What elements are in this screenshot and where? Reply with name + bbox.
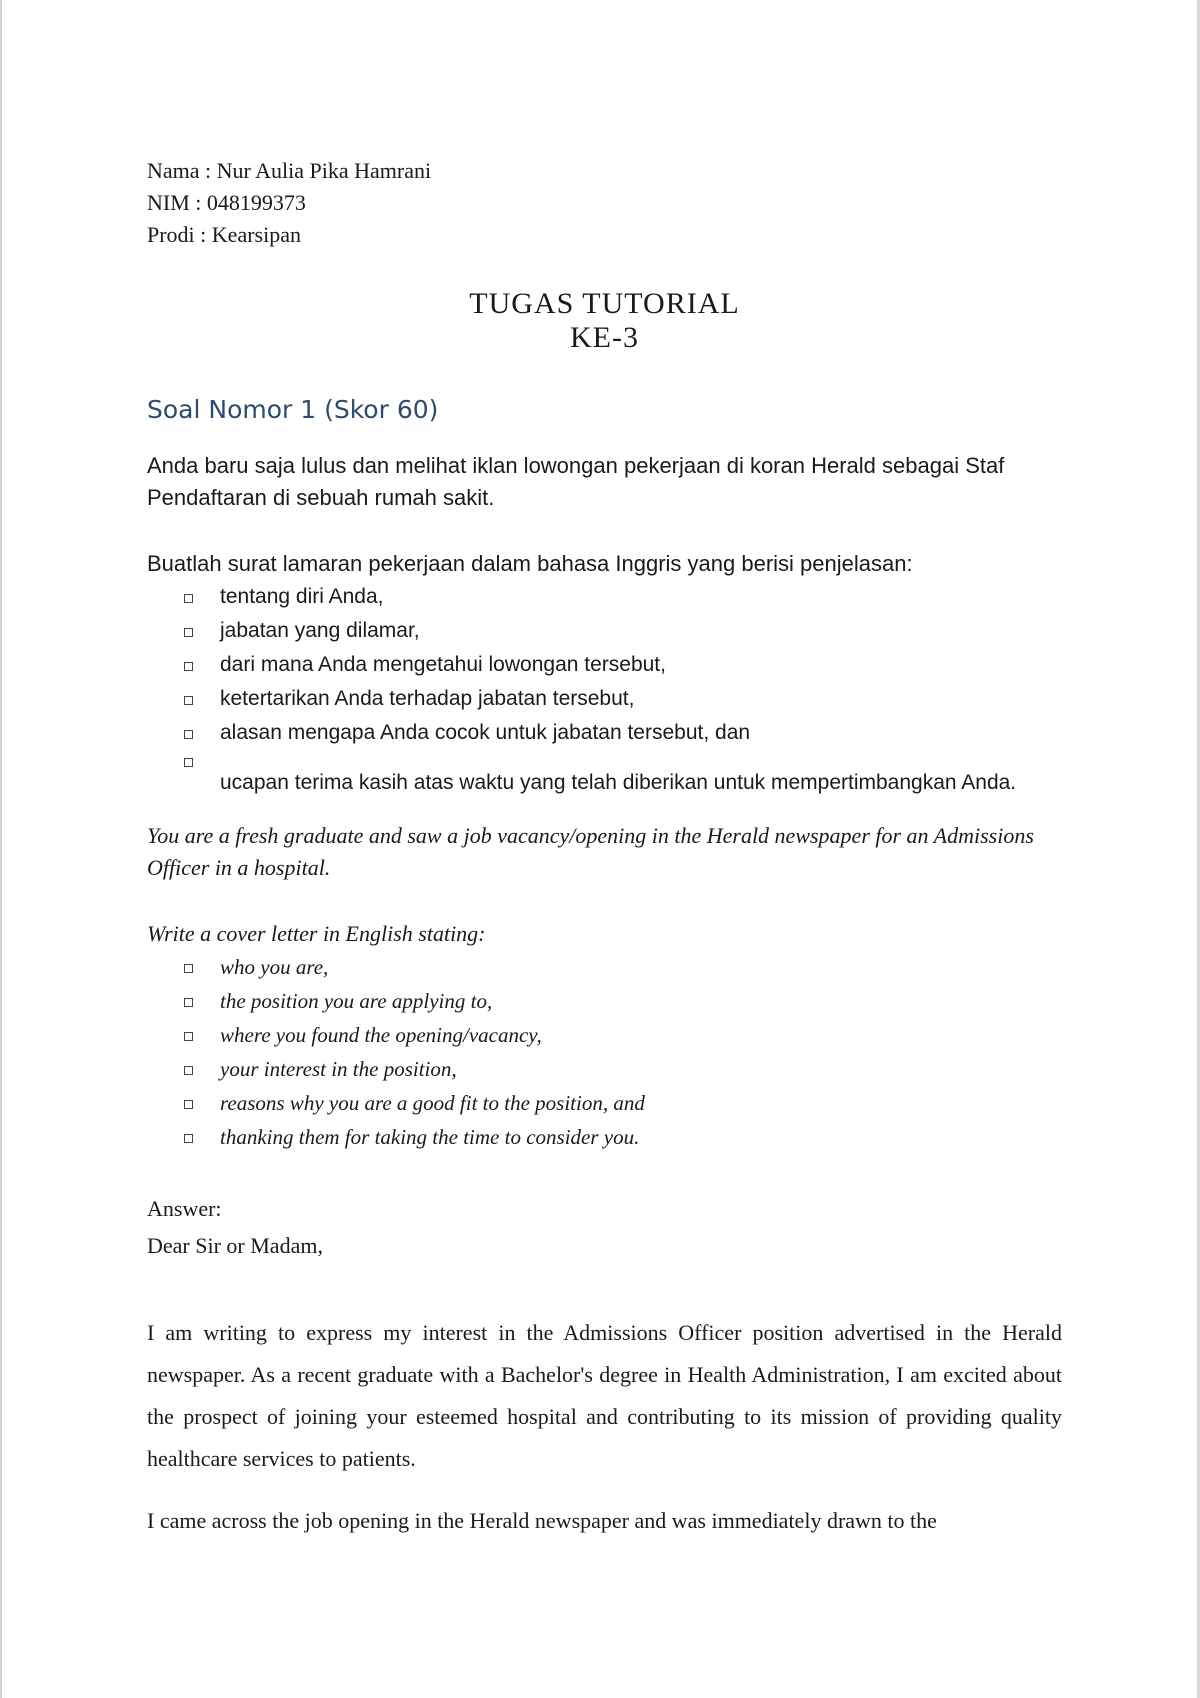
question-id-intro: Anda baru saja lulus dan melihat iklan lowongan pekerjaan di koran Herald sebagai Staf Pendaftaran di sebuah rumah sakit.: [147, 453, 1005, 510]
list-item: ucapan terima kasih atas waktu yang telah diberikan untuk mempertimbangkan Anda.: [147, 750, 1062, 800]
question-id-instruction: Buatlah surat lamaran pekerjaan dalam bahasa Inggris yang berisi penjelasan:: [147, 551, 913, 576]
letter-paragraph-1: I am writing to express my interest in the Admissions Officer position advertised in the Herald newspaper. As a recent graduate with a Bachelor's degree in Health Administration, I am excited about the prospect of joining your esteemed hospital and contributing to its mission of providing quality healthcare services to patients.: [147, 1320, 1062, 1471]
checkbox-bullet-icon: [184, 1134, 193, 1143]
list-item: the position you are applying to,: [147, 984, 1062, 1018]
list-item: alasan mengapa Anda cocok untuk jabatan tersebut, dan: [147, 716, 1062, 750]
student-nim: NIM : 048199373: [147, 190, 306, 215]
student-prodi: Prodi : Kearsipan: [147, 222, 301, 247]
letter-salutation: Dear Sir or Madam,: [147, 1233, 323, 1258]
answer-section: [147, 1188, 1062, 1542]
list-item: tentang diri Anda,: [147, 580, 1062, 614]
list-item: dari mana Anda mengetahui lowongan tersebut,: [147, 648, 1062, 682]
list-item: ketertarikan Anda terhadap jabatan tersebut,: [147, 682, 1062, 716]
student-info: [147, 155, 1062, 251]
list-item: reasons why you are a good fit to the position, and: [147, 1086, 1062, 1120]
list-item: thanking them for taking the time to consider you.: [147, 1120, 1062, 1154]
checkbox-bullet-icon: [184, 730, 193, 739]
checkbox-bullet-icon: [184, 964, 193, 973]
title-line-1: TUGAS TUTORIAL: [469, 287, 740, 320]
list-item: jabatan yang dilamar,: [147, 614, 1062, 648]
checkbox-bullet-icon: [184, 1066, 193, 1075]
title-line-2: KE-3: [570, 321, 639, 354]
checkbox-bullet-icon: [184, 1100, 193, 1109]
page-edge-left: [0, 0, 2, 1698]
checkbox-bullet-icon: [184, 998, 193, 1007]
checkbox-bullet-icon: [184, 594, 193, 603]
student-name: Nama : Nur Aulia Pika Hamrani: [147, 158, 432, 183]
question-en-instruction: Write a cover letter in English stating:: [147, 921, 486, 946]
answer-label: Answer:: [147, 1196, 222, 1221]
list-item: where you found the opening/vacancy,: [147, 1018, 1062, 1052]
question-en-list: [147, 950, 1062, 1154]
letter-paragraph-2: I came across the job opening in the Herald newspaper and was immediately drawn to the: [147, 1508, 937, 1533]
checkbox-bullet-icon: [184, 662, 193, 671]
list-item: who you are,: [147, 950, 1062, 984]
checkbox-bullet-icon: [184, 696, 193, 705]
question-en-intro: You are a fresh graduate and saw a job vacancy/opening in the Herald newspaper for an Admissions Officer in a hospital.: [147, 823, 1034, 880]
checkbox-bullet-icon: [184, 758, 193, 767]
list-item: your interest in the position,: [147, 1052, 1062, 1086]
checkbox-bullet-icon: [184, 628, 193, 637]
document-title: [147, 287, 1062, 355]
checkbox-bullet-icon: [184, 1032, 193, 1041]
question-id-list: [147, 580, 1062, 800]
section-heading: Soal Nomor 1 (Skor 60): [147, 395, 439, 424]
document-page: [147, 155, 1062, 1542]
